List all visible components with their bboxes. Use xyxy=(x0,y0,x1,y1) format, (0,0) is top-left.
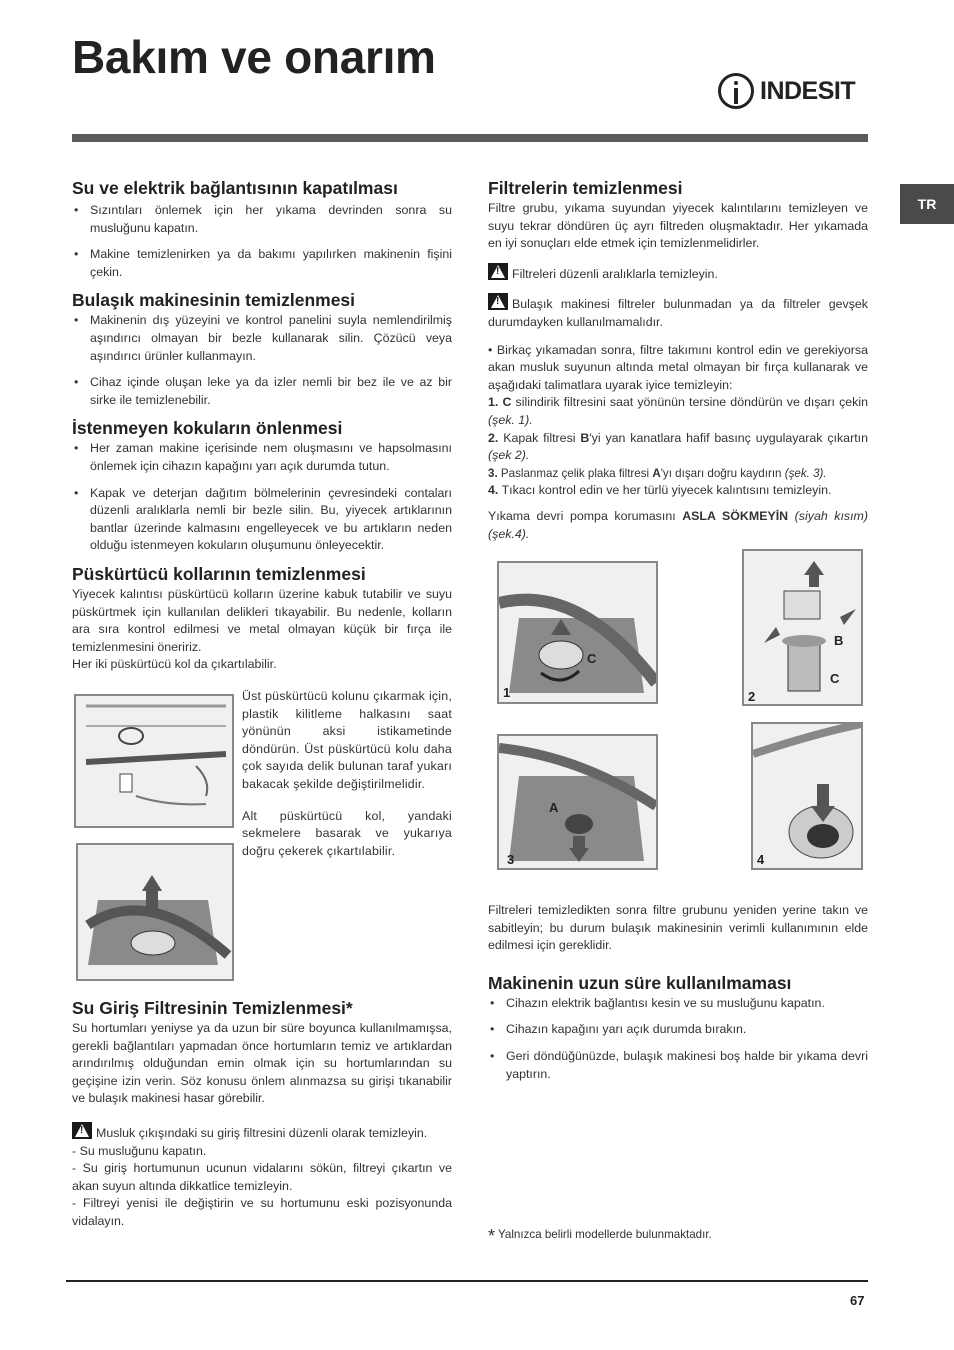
filter-label: A xyxy=(652,466,661,480)
warning-text: Musluk çıkışındaki su giriş filtresini düzenli olarak temizleyin. xyxy=(96,1125,428,1140)
warning-line xyxy=(488,263,868,284)
indesit-logo xyxy=(718,70,868,112)
warning-line xyxy=(72,1122,452,1143)
section-heading: Püskürtücü kollarının temizlenmesi xyxy=(72,563,366,584)
figure-number: 1 xyxy=(503,685,511,700)
step-text: Paslanmaz çelik plaka filtresi xyxy=(500,466,650,480)
step-text: Tıkacı kontrol edin ve her türlü yiyecek kalıntısını temizleyin. xyxy=(501,483,832,498)
step-text: Kapak filtresi xyxy=(503,430,576,445)
step-text: 'yi yan kanatlara hafif basınç uygulayarak çıkartın xyxy=(589,430,868,445)
warning-icon xyxy=(72,1122,92,1139)
section-heading: Su ve elektrik bağlantısının kapatılması xyxy=(72,178,398,198)
pump-warning xyxy=(488,508,868,543)
figure-number: 2 xyxy=(748,689,756,704)
step-line: - Su giriş hortumunun ucunun vidalarını sökün, filtreyi çıkartın ve akan suyun altında dikkatlice temizleyin. xyxy=(72,1161,452,1193)
pump-emphasis: ASLA SÖKMEYİN xyxy=(682,508,789,523)
step-text: 'yı dışarı doğru kaydırın xyxy=(660,466,782,480)
paragraph: Su hortumları yeniyse ya da uzun bir süre boyunca kullanılmamışsa, gerekli bağlantıları yapmadan önce hortumların temiz ve artıklardan arındırılmış olduğundan emin olmak için su hortumlarından su geçişine izin verin. Söz konusu önlem alınmazsa su girişi tıkanabilir ve bulaşık makinesi hasar görebilir. xyxy=(72,1021,452,1106)
brand-name: INDESIT xyxy=(760,76,856,105)
figure-number: 4 xyxy=(757,852,765,867)
left-column xyxy=(72,178,452,674)
logo-i-icon xyxy=(718,73,754,109)
warning-icon xyxy=(488,263,508,280)
figure-ref: (şek. 3). xyxy=(784,466,827,480)
step-2 xyxy=(488,430,868,465)
section-heading: Su Giriş Filtresinin Temizlenmesi* xyxy=(72,998,353,1018)
paragraph: • Birkaç yıkamadan sonra, filtre takımını kontrol edin ve gerekiyorsa akan musluk suyunun altında metal olmayan bir fırça kullanarak ve aşağıdaki talimatlara uyarak iyice temizleyin: xyxy=(488,342,868,392)
step-number: 1. C xyxy=(488,395,512,410)
paragraph: Üst püskürtücü kolunu çıkarmak için, plastik kilitleme halkasını saat yönünün aksi istikametinde döndürün. Üst püskürtücü kolu daha çok sayıda delik bulunan taraf yukarı bakacak şekilde değiştirilmelidir. xyxy=(242,689,452,791)
figure-ref: (şek 2). xyxy=(488,448,530,463)
list-item: • Kapak ve deterjan dağıtım bölmelerinin çevresindeki contaları düzenli aralıklarla nemli bir bezle silin. Bu, yiyecek artıklarının bantlar üzerinde kalmasını engelleyecek ve bu artıkların neden olduğu istenmeyen kokuların oluşumunu önleyecektir. xyxy=(72,485,452,555)
filter-figure-4 xyxy=(751,722,863,870)
step-3 xyxy=(488,465,868,483)
list-item: • Makinenin dış yüzeyini ve kontrol panelini suyla nemlendirilmiş aşındırıcı olmayan bir bezle kullanarak silin. Çözücü veya aşındırıcı ürünler kullanmayın. xyxy=(72,312,452,365)
list-item: • Makine temizlenirken ya da bakımı yapılırken makinenin fişini çekin. xyxy=(72,246,452,281)
warning-text: Filtreleri düzenli aralıklarla temizleyin. xyxy=(512,266,718,281)
step-text: silindirik filtresini saat yönünün tersine döndürün ve dışarı çekin xyxy=(515,395,869,410)
figure-number: 3 xyxy=(507,852,515,867)
list-item: • Sızıntıları önlemek için her yıkama devrinden sonra su musluğunu kapatın. xyxy=(72,202,452,237)
step-line: - Filtreyi yenisi ile değiştirin ve su hortumunu eski pozisyonunda vidalayın. xyxy=(72,1196,452,1228)
step-line: - Su musluğunu kapatın. xyxy=(72,1143,207,1158)
list-item: • Her zaman makine içerisinde nem oluşmasını ve hapsolmasını önlemek için cihazın kapağını yarı açık durumda tutun. xyxy=(72,440,452,475)
filter-c-label: C xyxy=(830,671,840,686)
footnote-mark: * xyxy=(488,1226,496,1246)
paragraph: Filtre grubu, yıkama suyundan yiyecek kalıntılarını temizleyen ve suyu tekrar döndüren üç ayrı filtreden oluşmaktadır. Her yıkamada en iyi sonuçları elde etmek için temizlenmelidirler. xyxy=(488,201,868,251)
bottom-divider xyxy=(66,1280,868,1282)
list-item: • Cihazın kapağını yarı açık durumda bırakın. xyxy=(488,1021,868,1039)
section-heading: Bulaşık makinesinin temizlenmesi xyxy=(72,290,356,311)
figure-ref: (siyah kısım) (şek.4). xyxy=(488,508,868,541)
right-lower-section xyxy=(488,902,868,1092)
right-column xyxy=(488,178,868,543)
step-number: 4. xyxy=(488,483,499,498)
filter-a-label: A xyxy=(549,800,559,815)
figure-ref: (şek. 1). xyxy=(488,412,533,427)
section-heading: Filtrelerin temizlenmesi xyxy=(488,178,683,198)
list-item: • Cihaz içinde oluşan leke ya da izler nemli bir bez ile ve az bir sirke ile temizlenebilir. xyxy=(72,374,452,409)
section-heading: İstenmeyen kokuların önlenmesi xyxy=(72,418,343,439)
page-title: Bakım ve onarım xyxy=(72,31,436,83)
step-number: 2. xyxy=(488,430,499,445)
list-item: • Geri döndüğünüzde, bulaşık makinesi boş halde bir yıkama devri yaptırın. xyxy=(488,1048,868,1083)
step-4 xyxy=(488,482,868,500)
warning-line xyxy=(488,293,868,331)
paragraph: Alt püskürtücü kol, yandaki sekmelere basarak ve yukarıya doğru çekerek çıkartılabilir. xyxy=(242,808,452,858)
footnote-text: Yalnızca belirli modellerde bulunmaktadır. xyxy=(498,1228,712,1241)
inlet-filter-section xyxy=(72,998,452,1231)
spray-arm-instructions xyxy=(242,688,452,860)
page-number: 67 xyxy=(850,1293,865,1308)
list-item: • Cihazın elektrik bağlantısı kesin ve su musluğunu kapatın. xyxy=(488,995,868,1013)
filter-figure-2 xyxy=(742,549,863,706)
paragraph: Yiyecek kalıntısı püskürtücü kolların üzerine kabuk tutabilir ve suyu püskürtmek için kullanılan delikleri tıkayabilir. Bu nedenle, kolların ara sıra kontrol edilmesi ve metal olmayan küçük bir fırça ile temizlenmesini öneririz. xyxy=(72,586,452,654)
footnote xyxy=(488,1226,868,1246)
paragraph: Her iki püskürtücü kol da çıkartılabilir. xyxy=(72,657,277,672)
filter-c-label: C xyxy=(587,651,597,666)
section-heading: Makinenin uzun süre kullanılmaması xyxy=(488,972,792,993)
filter-figure-3 xyxy=(497,734,658,870)
filter-b-label: B xyxy=(834,633,844,648)
filter-figure-1 xyxy=(497,561,658,704)
language-tab: TR xyxy=(900,184,954,224)
paragraph: Filtreleri temizledikten sonra filtre grubunu yeniden yerine takın ve sabitleyin; bu durum bulaşık makinesinin verimli kullanımının elde edilmesi için gereklidir. xyxy=(488,903,868,953)
filter-label: B xyxy=(580,430,590,445)
step-1 xyxy=(488,394,868,429)
top-divider xyxy=(72,134,868,142)
warning-icon xyxy=(488,293,508,310)
lower-spray-arm-figure xyxy=(76,843,234,981)
upper-spray-arm-figure xyxy=(74,694,234,828)
warning-text: Bulaşık makinesi filtreler bulunmadan ya da filtreler gevşek durumdayken kullanılmamalıdır. xyxy=(488,297,868,329)
pump-text: Yıkama devri pompa korumasını xyxy=(488,508,676,523)
step-number: 3. xyxy=(488,466,498,480)
